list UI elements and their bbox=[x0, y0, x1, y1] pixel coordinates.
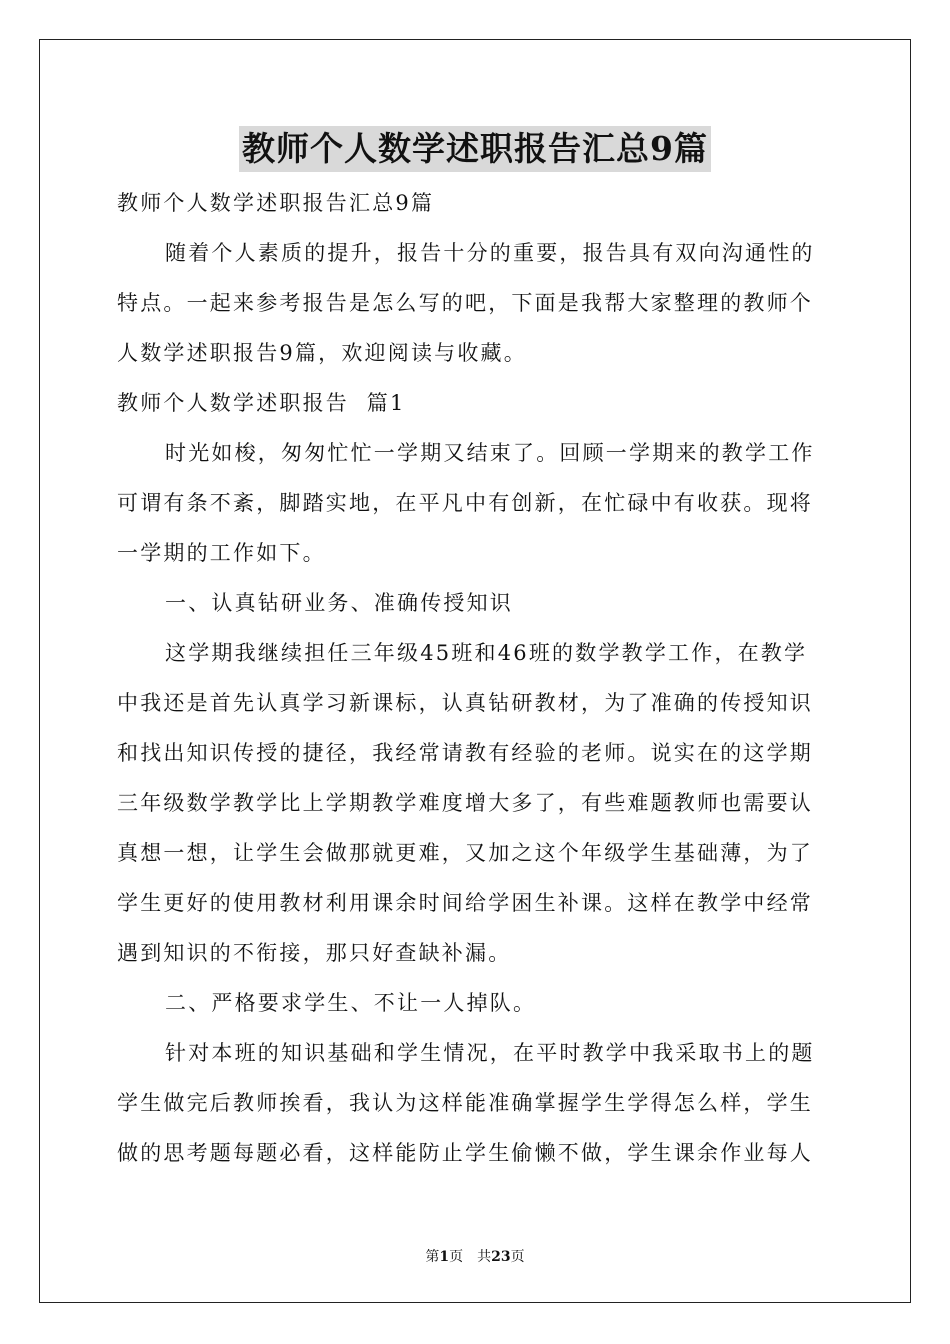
page-total-number: 23 bbox=[491, 1249, 511, 1265]
page-footer bbox=[0, 1248, 950, 1266]
document-subtitle: 教师个人数学述职报告汇总9篇 bbox=[117, 191, 435, 215]
page-prefix: 第 bbox=[425, 1249, 440, 1265]
paragraph-line: 学生做完后教师挨看，我认为这样能准确掌握学生学得怎么样，学生 bbox=[117, 1091, 813, 1115]
paragraph-line: 三年级数学教学比上学期教学难度增大多了，有些难题教师也需要认 bbox=[117, 791, 813, 815]
page-mid: 页 共 bbox=[449, 1249, 492, 1265]
paragraph-line: 学生更好的使用教材利用课余时间给学困生补课。这样在教学中经常 bbox=[117, 891, 813, 915]
paragraph-line: 真想一想，让学生会做那就更难，又加之这个年级学生基础薄，为了 bbox=[117, 841, 813, 865]
paragraph-line: 这学期我继续担任三年级45班和46班的数学教学工作，在教学 bbox=[165, 641, 808, 665]
subheading-1: 一、认真钻研业务、准确传授知识 bbox=[165, 591, 513, 615]
paragraph-line: 可谓有条不紊，脚踏实地，在平凡中有创新，在忙碌中有收获。现将 bbox=[117, 491, 813, 515]
paragraph-line: 和找出知识传授的捷径，我经常请教有经验的老师。说实在的这学期 bbox=[117, 741, 813, 765]
paragraph-line: 做的思考题每题必看，这样能防止学生偷懒不做，学生课余作业每人 bbox=[117, 1141, 813, 1165]
section-heading: 教师个人数学述职报告 篇1 bbox=[117, 391, 406, 415]
paragraph-line: 针对本班的知识基础和学生情况，在平时教学中我采取书上的题 bbox=[165, 1041, 815, 1065]
paragraph-line: 时光如梭，匆匆忙忙一学期又结束了。回顾一学期来的教学工作 bbox=[165, 441, 815, 465]
intro-line: 随着个人素质的提升，报告十分的重要，报告具有双向沟通性的 bbox=[165, 241, 815, 265]
document-title: 教师个人数学述职报告汇总9篇 bbox=[239, 126, 711, 172]
subheading-2: 二、严格要求学生、不让一人掉队。 bbox=[165, 991, 537, 1015]
document-body bbox=[117, 178, 835, 1178]
paragraph-line: 中我还是首先认真学习新课标，认真钻研教材，为了准确的传授知识 bbox=[117, 691, 813, 715]
page-suffix: 页 bbox=[510, 1249, 525, 1265]
paragraph-line: 遇到知识的不衔接，那只好查缺补漏。 bbox=[117, 941, 512, 965]
page-current-number: 1 bbox=[439, 1249, 450, 1265]
intro-line: 人数学述职报告9篇，欢迎阅读与收藏。 bbox=[117, 341, 527, 365]
intro-line: 特点。一起来参考报告是怎么写的吧，下面是我帮大家整理的教师个 bbox=[117, 291, 813, 315]
title-container bbox=[0, 126, 950, 172]
paragraph-line: 一学期的工作如下。 bbox=[117, 541, 326, 565]
